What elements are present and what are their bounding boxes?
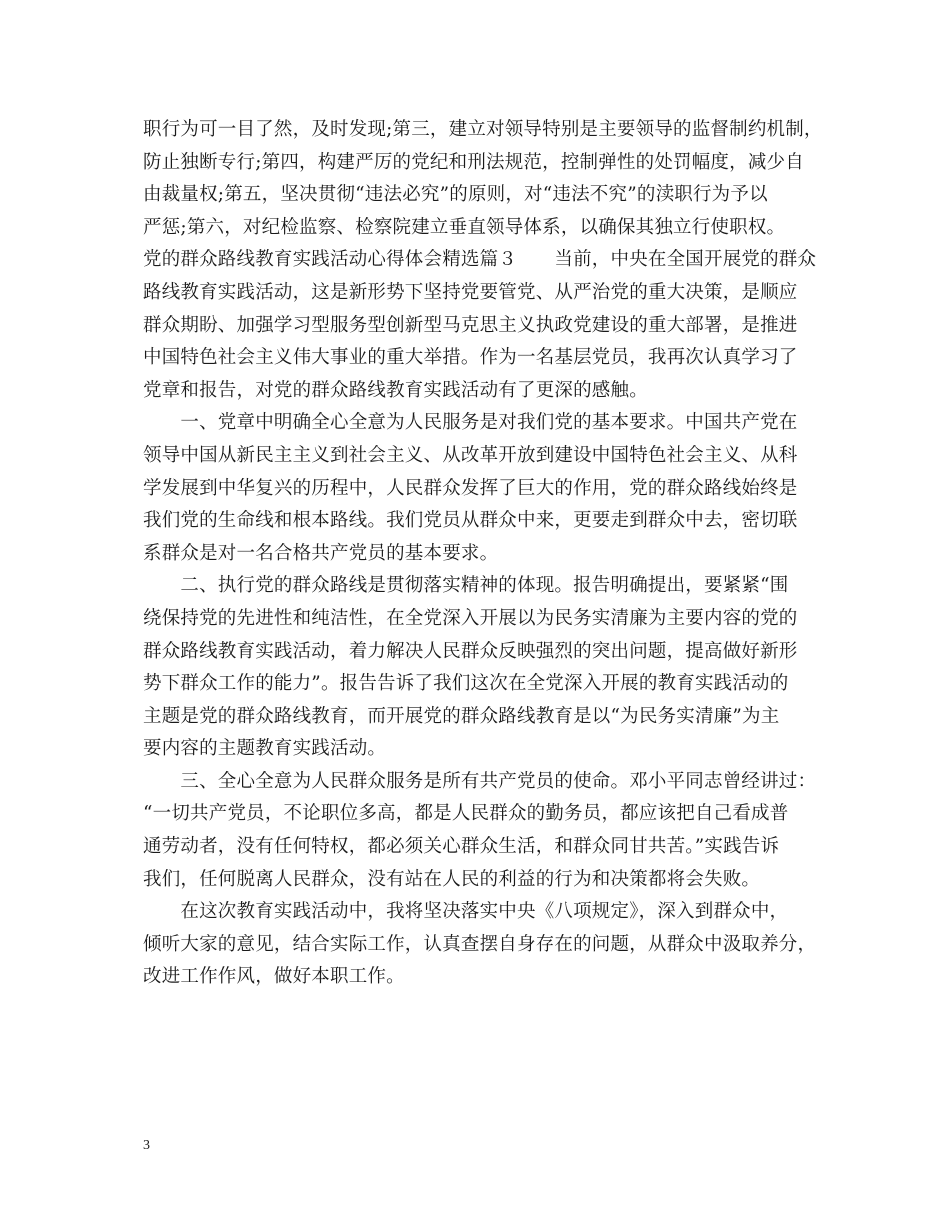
text-line: 我们党的生命线和根本路线。我们党员从群众中来，更要走到群众中去，密切联 — [143, 510, 798, 532]
paragraph-start-line: 一、党章中明确全心全意为人民服务是对我们党的基本要求。中国共产党在 — [143, 412, 798, 434]
text-line: 势下群众工作的能力”。报告告诉了我们这次在全党深入开展的教育实践活动的 — [143, 673, 789, 695]
text-line: 防止独断专行;第四，构建严厉的党纪和刑法规范，控制弹性的处罚幅度，减少自 — [143, 151, 804, 173]
text-line: “一切共产党员，不论职位多高，都是人民群众的勤务员，都应该把自己看成普 — [143, 803, 789, 825]
section-heading-line: 党的群众路线教育实践活动心得体会精选篇３ 当前，中央在全国开展党的群众 — [143, 249, 817, 271]
text-line: 群众路线教育实践活动，着力解决人民群众反映强烈的突出问题，提高做好新形 — [143, 640, 798, 662]
text-line: 严惩;第六，对纪检监察、检察院建立垂直领导体系，以确保其独立行使职权。 — [143, 216, 786, 238]
text-line: 领导中国从新民主主义到社会主义、从改革开放到建设中国特色社会主义、从科 — [143, 444, 798, 466]
paragraph-start-line: 二、执行党的群众路线是贯彻落实精神的体现。报告明确提出，要紧紧“围 — [143, 575, 789, 597]
text-line: 改进工作作风，做好本职工作。 — [143, 966, 405, 988]
text-line: 路线教育实践活动，这是新形势下坚持党要管党、从严治党的重大决策，是顺应 — [143, 281, 798, 303]
text-line: 由裁量权;第五，坚决贯彻“违法必究”的原则，对“违法不究”的渎职行为予以 — [143, 184, 768, 206]
text-line: 党章和报告，对党的群众路线教育实践活动有了更深的感触。 — [143, 379, 648, 401]
text-line: 倾听大家的意见，结合实际工作，认真查摆自身存在的问题，从群众中汲取养分， — [143, 933, 817, 955]
paragraph-start-line: 三、全心全意为人民群众服务是所有共产党员的使命。邓小平同志曾经讲过： — [143, 770, 817, 792]
text-line: 学发展到中华复兴的历程中，人民群众发挥了巨大的作用，党的群众路线始终是 — [143, 477, 798, 499]
text-line: 中国特色社会主义伟大事业的重大举措。作为一名基层党员，我再次认真学习了 — [143, 347, 798, 369]
document-body — [143, 114, 833, 994]
text-line: 要内容的主题教育实践活动。 — [143, 738, 387, 760]
text-line: 系群众是对一名合格共产党员的基本要求。 — [143, 542, 499, 564]
text-line: 群众期盼、加强学习型服务型创新型马克思主义执政党建设的重大部署，是推进 — [143, 314, 798, 336]
paragraph-start-line: 在这次教育实践活动中，我将坚决落实中央《八项规定》，深入到群众中， — [143, 901, 789, 923]
text-line: 职行为可一目了然，及时发现;第三，建立对领导特别是主要领导的监督制约机制， — [143, 119, 823, 140]
text-line: 通劳动者，没有任何特权，都必须关心群众生活，和群众同甘共苦。”实践告诉 — [143, 836, 780, 858]
text-line: 我们，任何脱离人民群众，没有站在人民的利益的行为和决策都将会失败。 — [143, 868, 761, 890]
text-line: 主题是党的群众路线教育，而开展党的群众路线教育是以“为民务实清廉”为主 — [143, 705, 780, 727]
page-number: 3 — [143, 1138, 150, 1153]
text-line: 绕保持党的先进性和纯洁性，在全党深入开展以为民务实清廉为主要内容的党的 — [143, 607, 798, 629]
